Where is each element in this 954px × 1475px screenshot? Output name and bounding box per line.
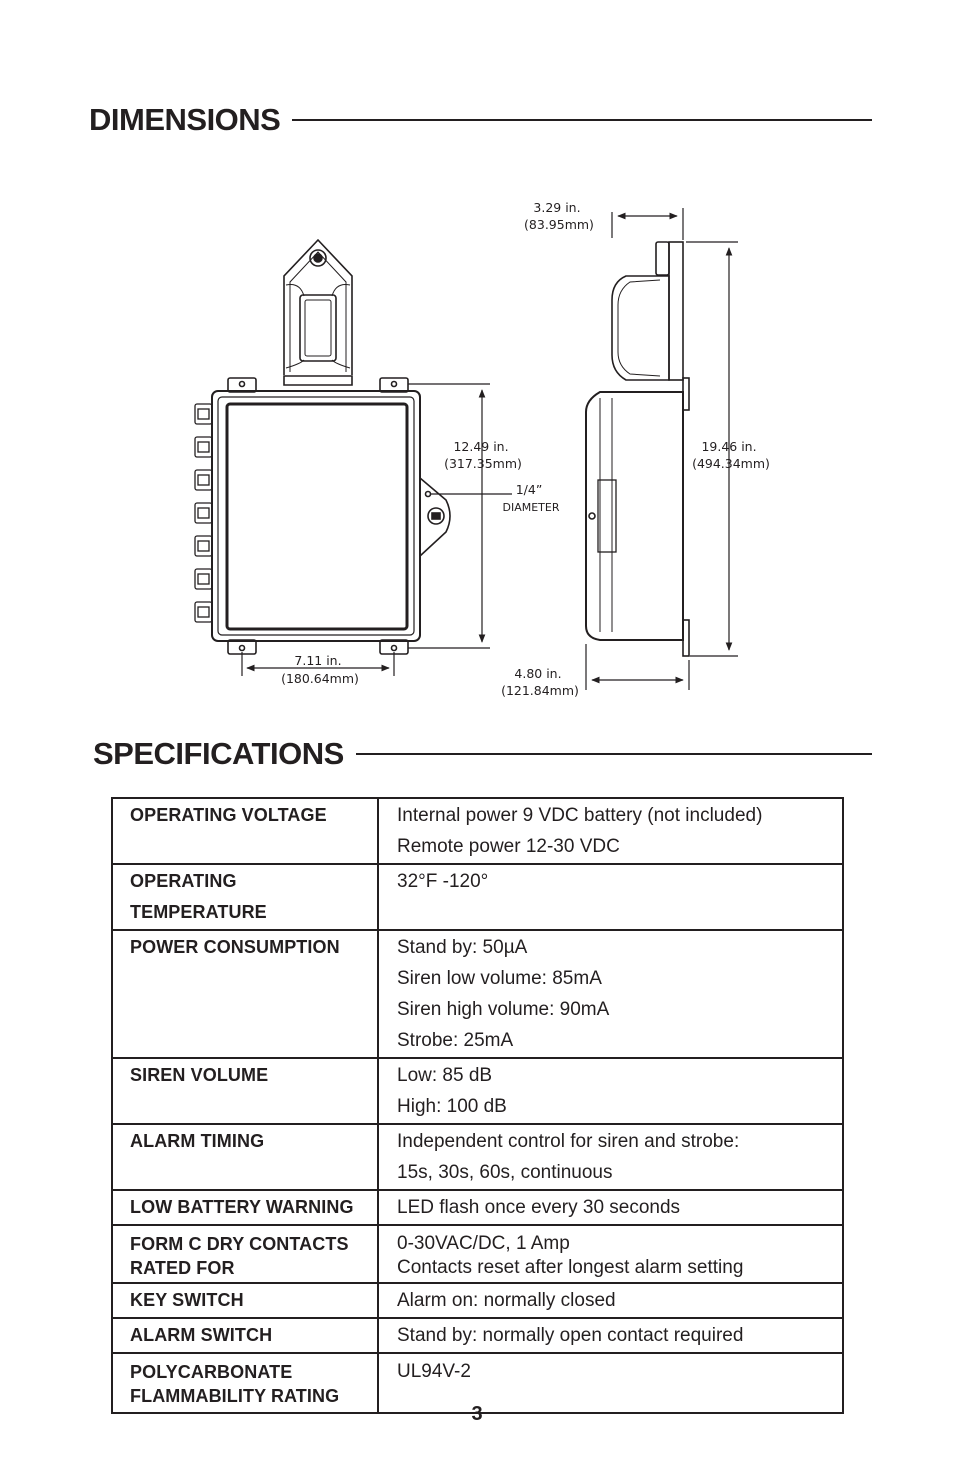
table-row <box>112 930 843 1058</box>
spec-label: POWER CONSUMPTION <box>112 930 378 1058</box>
table-row <box>112 1058 843 1124</box>
spec-value: 0-30VAC/DC, 1 Amp Contacts reset after longest alarm setting <box>378 1225 843 1283</box>
table-row <box>112 798 843 864</box>
spec-value: UL94V-2 <box>378 1353 843 1413</box>
table-row <box>112 1225 843 1283</box>
spec-value: Stand by: 50µA Siren low volume: 85mA Siren high volume: 90mA Strobe: 25mA <box>378 930 843 1058</box>
dimensions-diagram <box>0 150 954 710</box>
spec-value: Internal power 9 VDC battery (not included) Remote power 12-30 VDC <box>378 798 843 864</box>
spec-value: Independent control for siren and strobe: 15s, 30s, 60s, continuous <box>378 1124 843 1190</box>
spec-value: Stand by: normally open contact required <box>378 1318 843 1353</box>
spec-label: ALARM SWITCH <box>112 1318 378 1353</box>
spec-label: SIREN VOLUME <box>112 1058 378 1124</box>
total-height-label: 19.46 in. (494.34mm) <box>692 439 770 471</box>
spec-value: 32°F -120° <box>378 864 843 930</box>
spec-label: FORM C DRY CONTACTS RATED FOR <box>112 1225 378 1283</box>
hole-diameter-label: 1/4” DIAMETER <box>502 482 560 514</box>
specifications-table <box>111 797 844 1414</box>
side-depth-label: 3.29 in. (83.95mm) <box>524 200 594 232</box>
table-row <box>112 1124 843 1190</box>
spec-label: OPERATING TEMPERATURE <box>112 864 378 930</box>
side-view <box>586 242 689 656</box>
spec-value: LED flash once every 30 seconds <box>378 1190 843 1225</box>
spec-label: OPERATING VOLTAGE <box>112 798 378 864</box>
spec-label: KEY SWITCH <box>112 1283 378 1318</box>
dimensions-heading: DIMENSIONS <box>89 102 281 137</box>
dimensions-header <box>89 102 872 138</box>
heading-rule <box>292 119 872 121</box>
table-row <box>112 864 843 930</box>
front-height-label: 12.49 in. (317.35mm) <box>444 439 522 471</box>
specifications-header <box>93 736 872 772</box>
spec-label: LOW BATTERY WARNING <box>112 1190 378 1225</box>
table-row <box>112 1318 843 1353</box>
spec-value: Low: 85 dB High: 100 dB <box>378 1058 843 1124</box>
spec-label: POLYCARBONATE FLAMMABILITY RATING <box>112 1353 378 1413</box>
specifications-heading: SPECIFICATIONS <box>93 736 344 771</box>
side-width-label: 4.80 in. (121.84mm) <box>501 666 579 698</box>
heading-rule <box>356 753 872 755</box>
front-view <box>195 240 450 654</box>
page-number: 3 <box>471 1403 483 1425</box>
front-width-label: 7.11 in. (180.64mm) <box>281 653 359 686</box>
table-row <box>112 1190 843 1225</box>
spec-label: ALARM TIMING <box>112 1124 378 1190</box>
spec-value: Alarm on: normally closed <box>378 1283 843 1318</box>
table-row <box>112 1283 843 1318</box>
